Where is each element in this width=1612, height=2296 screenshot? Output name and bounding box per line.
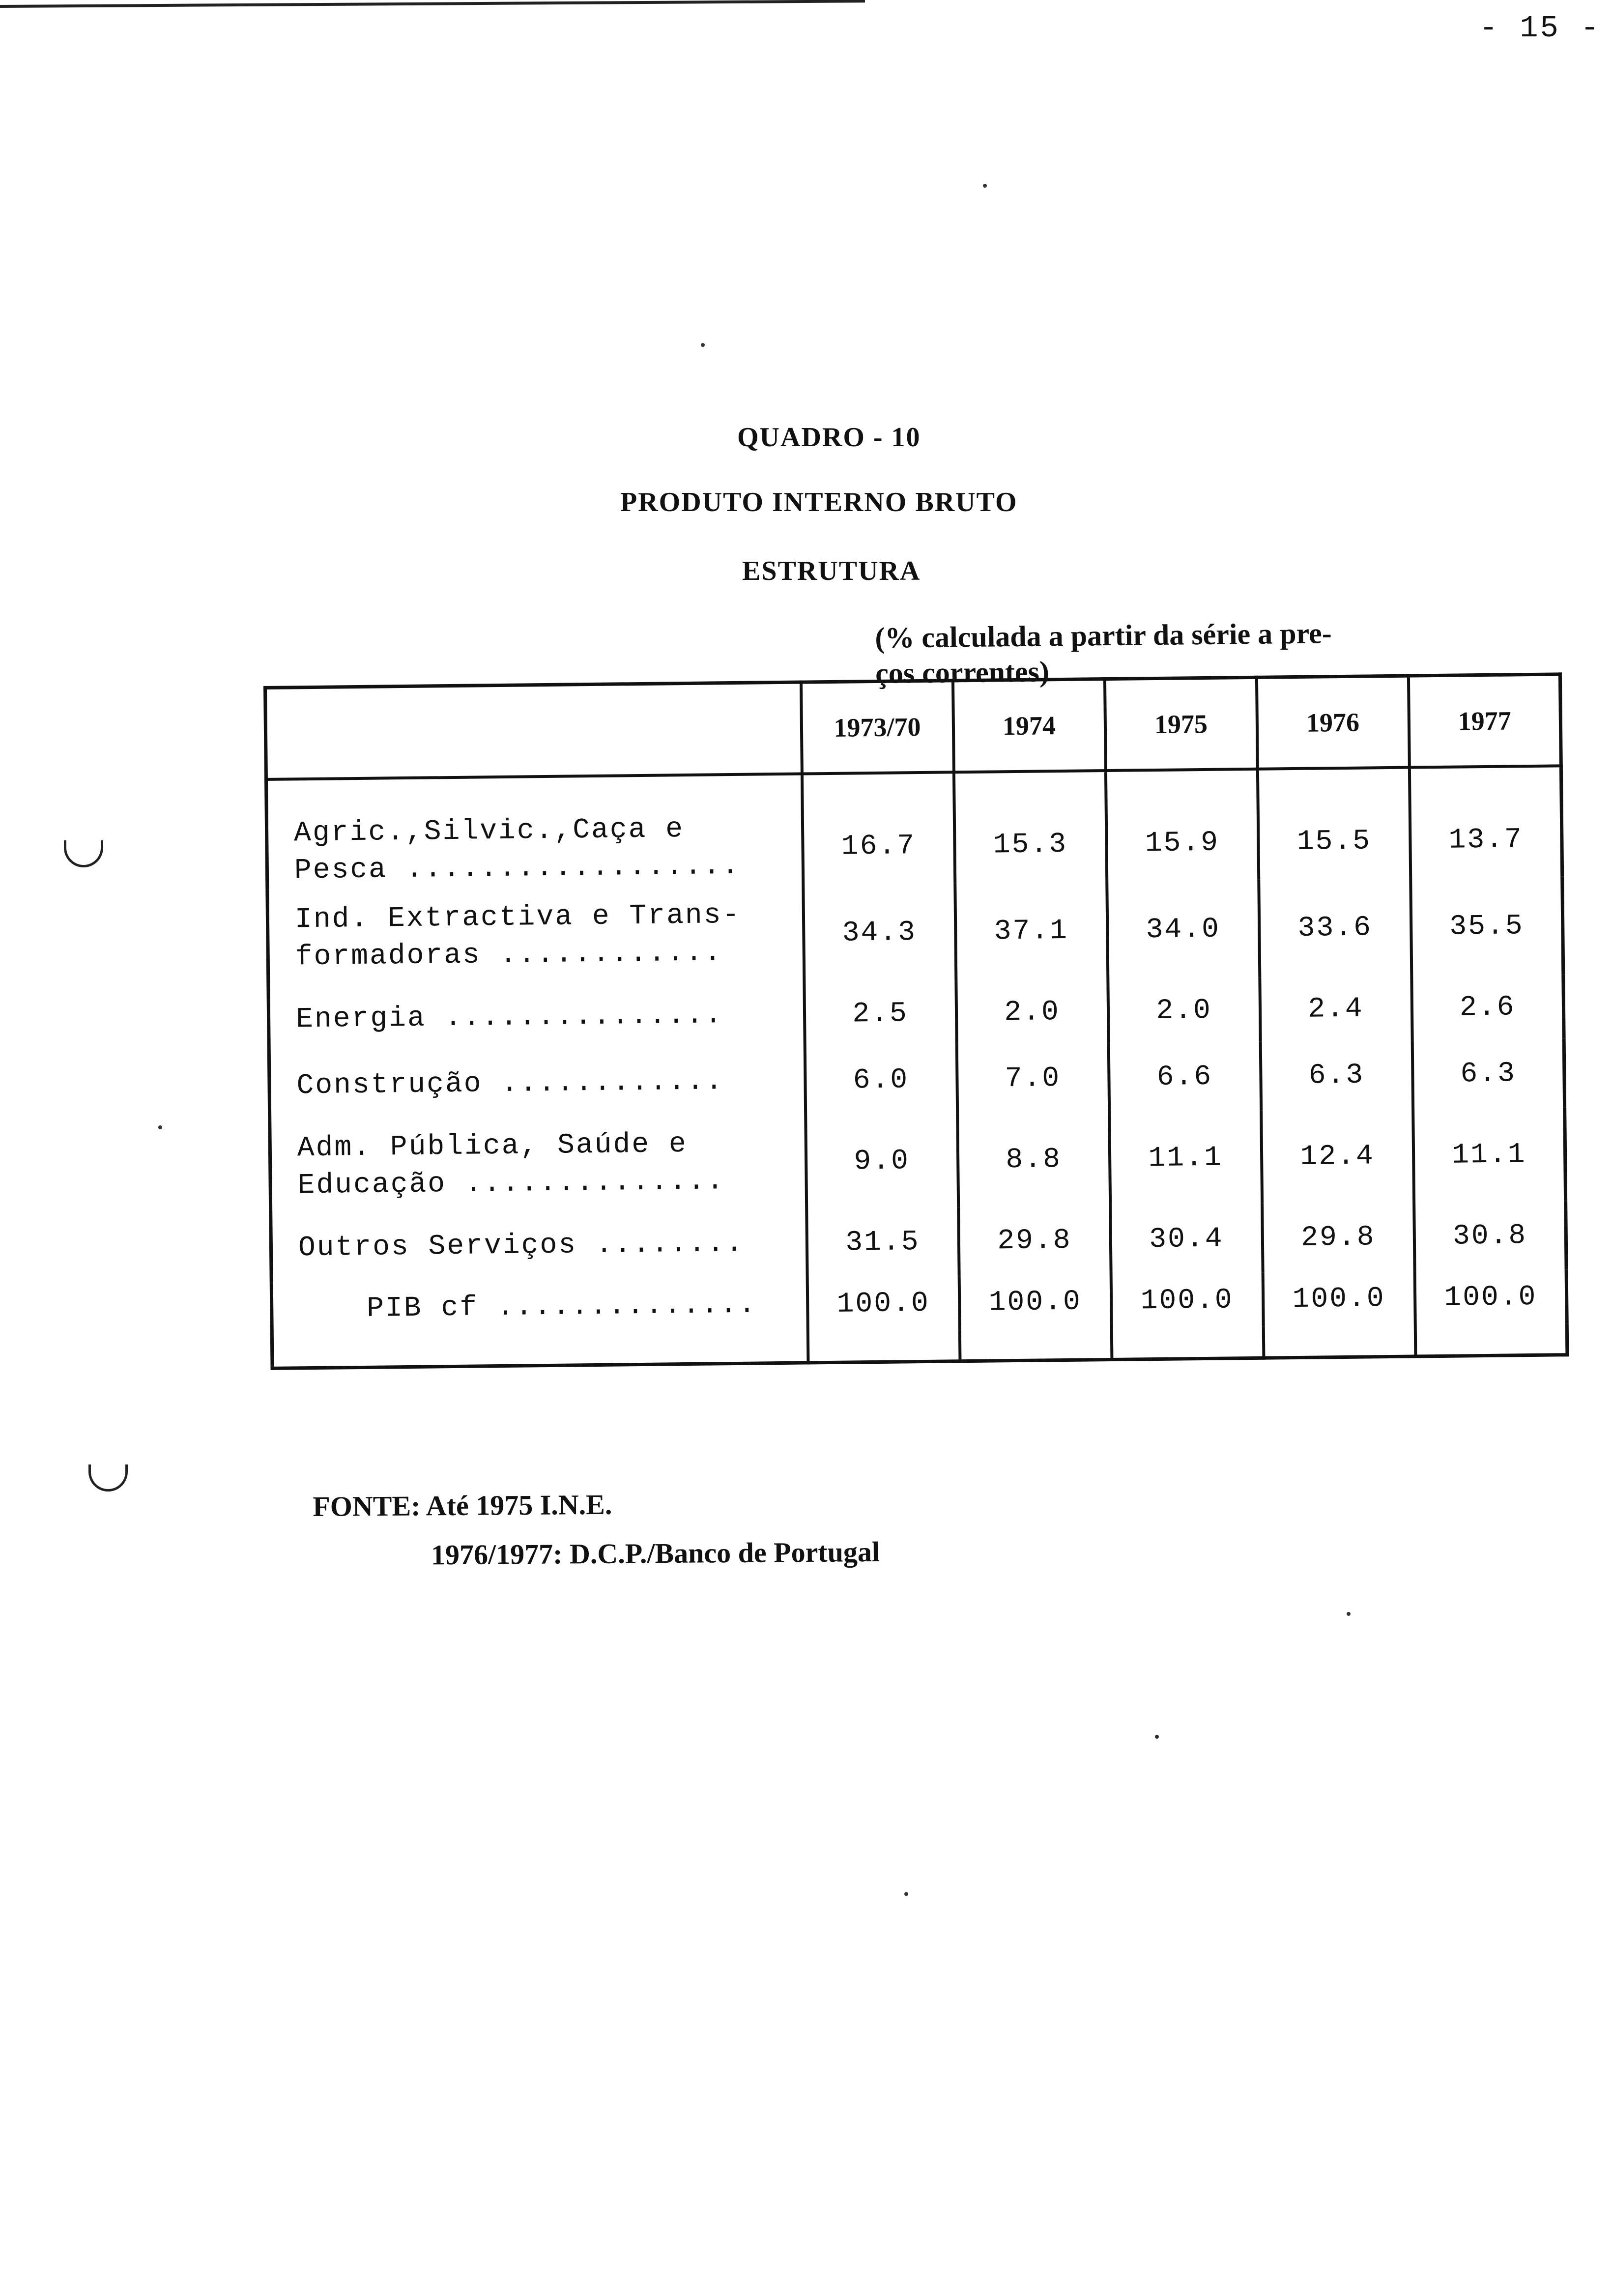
table-cell: 9.0 [806,1114,958,1208]
table-cell: 8.8 [957,1112,1110,1207]
empty-cell [272,1331,808,1368]
table-cell: 29.8 [958,1205,1111,1276]
table-cell: 34.3 [803,883,956,982]
row-label: Outros Serviços ........ [271,1208,807,1283]
table-cell: 2.5 [804,981,956,1046]
column-header: 1973/70 [801,681,953,774]
source-note [313,1478,880,1580]
source-line-1: FONTE: Até 1975 I.N.E. [313,1488,612,1522]
row-label: Ind. Extractiva e Trans- formadoras ............ [267,885,804,988]
table-row [266,766,1562,890]
table-cell: 6.3 [1260,1040,1412,1111]
table-cell: 31.5 [806,1207,959,1277]
table-cell: 6.6 [1108,1042,1261,1112]
empty-cell [1111,1327,1264,1360]
scan-speck [1155,1735,1159,1739]
column-header: 1974 [952,679,1105,773]
table-container [263,672,1569,1370]
table-cell: 15.9 [1105,769,1258,881]
page-number: - 15 - [1479,11,1601,46]
table-cell: 2.0 [1108,978,1260,1043]
header-blank-cell [265,682,802,779]
units-note: (% calculada a partir da série a pre- ços correntes) [875,617,1332,689]
table-cell: 6.3 [1412,1038,1564,1109]
punch-hole-mark [88,1464,128,1492]
table-cell: 11.1 [1109,1111,1262,1205]
table-cell: 15.5 [1257,768,1410,880]
table-cell: 33.6 [1259,878,1411,978]
source-line-2: 1976/1977: D.C.P./Banco de Portugal [431,1535,880,1571]
table-cell: 29.8 [1262,1203,1414,1273]
table-cell: 35.5 [1410,876,1563,976]
table-cell: 100.0 [1263,1271,1415,1327]
table-number-heading: QUADRO - 10 [737,422,921,453]
table-cell: 13.7 [1409,766,1562,878]
table-cell: 100.0 [807,1276,959,1331]
scan-speck [158,1125,162,1129]
top-rule [0,0,865,8]
table-subtitle: ESTRUTURA [742,556,921,586]
table-cell: 12.4 [1261,1109,1414,1204]
empty-cell [1415,1323,1567,1356]
row-label: Energia ............... [268,983,805,1052]
table-row [271,1201,1566,1283]
table-cell: 7.0 [956,1043,1109,1114]
table-cell: 2.6 [1411,975,1564,1040]
table-row [267,876,1563,988]
scan-speck [983,184,987,188]
table-cell: 11.1 [1413,1107,1566,1202]
punch-hole-mark [64,840,103,867]
table-row [270,1107,1566,1214]
empty-cell [807,1330,960,1363]
table-cell: 15.3 [953,771,1106,883]
table-cell: 2.0 [956,979,1108,1045]
row-label: Agric.,Silvic.,Caça e Pesca .................. [266,774,803,890]
table-row [269,1038,1564,1121]
table-cell: 30.8 [1414,1201,1566,1271]
row-label: Adm. Pública, Saúde e Educação .............. [270,1116,806,1214]
table-cell: 34.0 [1107,880,1260,979]
table-cell: 37.1 [955,881,1108,981]
column-header: 1976 [1256,676,1409,769]
scan-speck [1347,1612,1351,1616]
table-cell: 30.4 [1110,1204,1263,1274]
table-cell: 16.7 [802,772,954,884]
table-header-row [265,674,1561,779]
scan-speck [904,1892,908,1896]
table-cell: 2.4 [1260,976,1412,1042]
table-cell: 100.0 [959,1274,1111,1330]
table-cell: 100.0 [1111,1273,1263,1328]
table-cell: 100.0 [1414,1269,1567,1325]
gdp-structure-table [263,672,1569,1370]
column-header: 1975 [1104,677,1257,771]
table-title: PRODUTO INTERNO BRUTO [620,487,1018,517]
table-cell: 6.0 [805,1045,957,1115]
row-label: Construção ............ [269,1047,805,1121]
row-label: PIB cf .............. [271,1277,807,1337]
empty-cell [959,1328,1112,1361]
column-header: 1977 [1408,674,1561,768]
empty-cell [1263,1325,1415,1358]
scan-speck [701,343,705,347]
